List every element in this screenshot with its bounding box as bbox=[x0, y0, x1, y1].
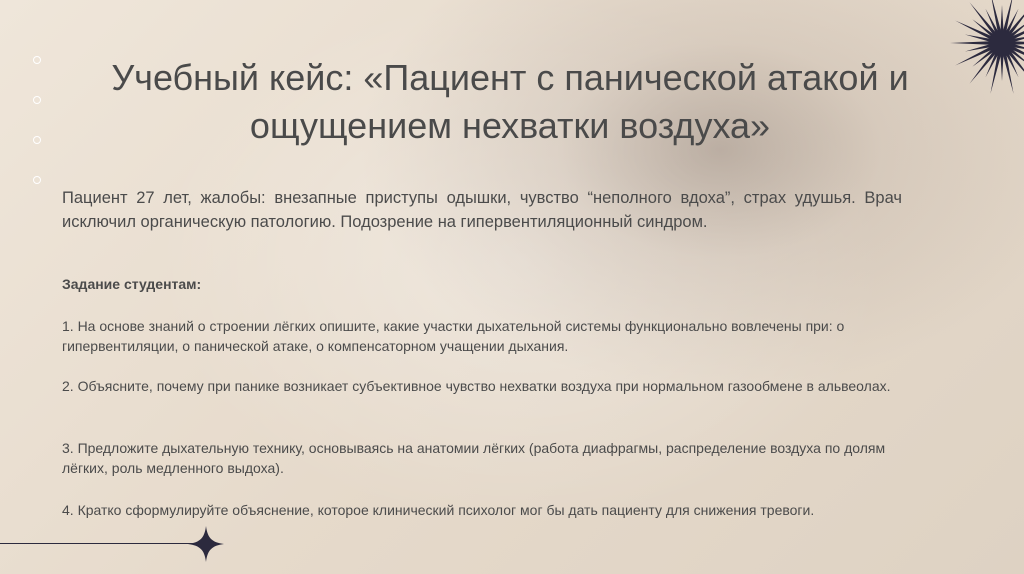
case-description: Пациент 27 лет, жалобы: внезапные приступы одышки, чувство “неполного вдоха”, страх удушья. Врач исключил органическую патологию. Подозрение на гипервентиляционный синдром. bbox=[62, 189, 902, 231]
decorative-dots bbox=[33, 56, 47, 216]
starburst-icon bbox=[944, 0, 1024, 108]
circle-outline-icon bbox=[33, 56, 41, 64]
circle-outline-icon bbox=[33, 176, 41, 184]
task-item: 2. Объясните, почему при панике возникает субъективное чувство нехватки воздуха при нормальном газообмене в альвеолах. bbox=[62, 378, 891, 394]
task-heading: Задание студентам: bbox=[62, 276, 202, 292]
circle-outline-icon bbox=[33, 96, 41, 104]
circle-outline-icon bbox=[33, 136, 41, 144]
divider-line bbox=[0, 543, 205, 544]
slide-title: Учебный кейс: «Пациент с панической атакой и ощущением нехватки воздуха» bbox=[111, 57, 909, 146]
task-item: 3. Предложите дыхательную технику, основываясь на анатомии лёгких (работа диафрагмы, распределение воздуха по долям лёгких, роль медленного выдоха). bbox=[62, 440, 886, 476]
four-point-star-icon bbox=[188, 526, 224, 562]
task-item: 4. Кратко сформулируйте объяснение, которое клинический психолог мог бы дать пациенту для снижения тревоги. bbox=[62, 502, 815, 518]
task-item: 1. На основе знаний о строении лёгких опишите, какие участки дыхательной системы функционально вовлечены при: о гипервентиляции, о панической атаке, о компенсаторном учащении дыхания. bbox=[62, 318, 845, 354]
